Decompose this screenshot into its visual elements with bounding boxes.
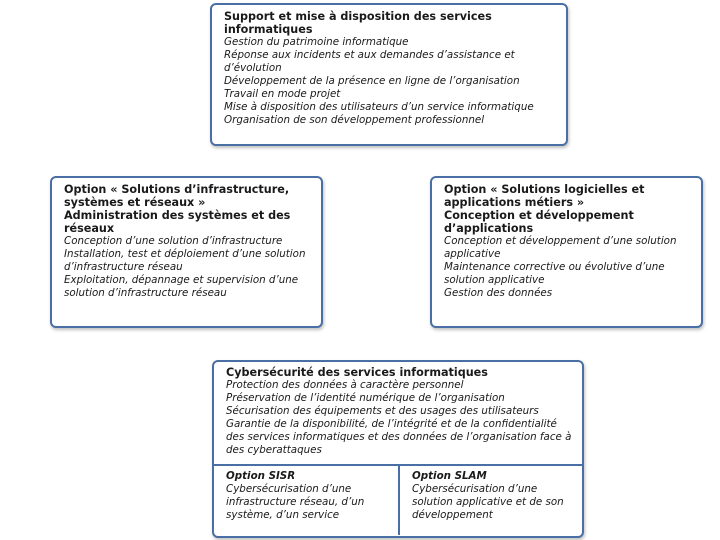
option-slam-box bbox=[430, 176, 703, 328]
list-item: Travail en mode projet bbox=[224, 88, 341, 100]
list-item: Sécurisation des équipements et des usages des utilisateurs bbox=[226, 405, 539, 417]
list-item: Conception d’une solution d’infrastructure bbox=[64, 235, 283, 247]
option-sisr-title: Option « Solutions d’infrastructure, systèmes et réseaux » bbox=[64, 183, 290, 209]
cybersecurity-list bbox=[226, 379, 574, 457]
list-item: Maintenance corrective ou évolutive d’une solution applicative bbox=[444, 261, 665, 286]
list-item: Gestion du patrimoine informatique bbox=[224, 36, 409, 48]
cyber-option-sisr-cell bbox=[214, 466, 400, 535]
option-slam-subtitle: Conception et développement d’applications bbox=[444, 209, 634, 235]
list-item: Installation, test et déploiement d’une solution d’infrastructure réseau bbox=[64, 248, 306, 273]
list-item: Conception et développement d’une solution applicative bbox=[444, 235, 677, 260]
list-item: Développement de la présence en ligne de l’organisation bbox=[224, 75, 520, 87]
option-sisr-subtitle: Administration des systèmes et des réseaux bbox=[64, 209, 291, 235]
option-slam-list bbox=[444, 235, 693, 300]
cyber-option-slam-text: Cybersécurisation d’une solution applicative et de son développement bbox=[412, 483, 564, 521]
cybersecurity-box bbox=[212, 360, 584, 538]
list-item: Préservation de l’identité numérique de l’organisation bbox=[226, 392, 505, 404]
cyber-option-sisr-text: Cybersécurisation d’une infrastructure réseau, d’un système, d’un service bbox=[226, 483, 365, 521]
option-sisr-box bbox=[50, 176, 323, 328]
list-item: Gestion des données bbox=[444, 287, 553, 299]
cybersecurity-section bbox=[214, 362, 582, 464]
support-services-title: Support et mise à disposition des services informatiques bbox=[224, 10, 492, 36]
cyber-option-slam-title: Option SLAM bbox=[412, 470, 487, 482]
cyber-option-slam-cell bbox=[400, 466, 582, 535]
list-item: Organisation de son développement professionnel bbox=[224, 114, 485, 126]
cybersecurity-options-row bbox=[214, 464, 582, 535]
cybersecurity-title: Cybersécurité des services informatiques bbox=[226, 366, 488, 379]
list-item: Réponse aux incidents et aux demandes d’assistance et d’évolution bbox=[224, 49, 515, 74]
list-item: Garantie de la disponibilité, de l’intégrité et de la confidentialité des services informatiques et des données de l’organisation face à des cyberattaques bbox=[226, 418, 572, 456]
cyber-option-sisr-title: Option SISR bbox=[226, 470, 296, 482]
option-slam-title: Option « Solutions logicielles et applications métiers » bbox=[444, 183, 645, 209]
list-item: Mise à disposition des utilisateurs d’un service informatique bbox=[224, 101, 534, 113]
list-item: Protection des données à caractère personnel bbox=[226, 379, 464, 391]
list-item: Exploitation, dépannage et supervision d’une solution d’infrastructure réseau bbox=[64, 274, 299, 299]
support-services-box bbox=[210, 3, 568, 146]
option-sisr-list bbox=[64, 235, 313, 300]
support-services-list bbox=[224, 36, 558, 127]
